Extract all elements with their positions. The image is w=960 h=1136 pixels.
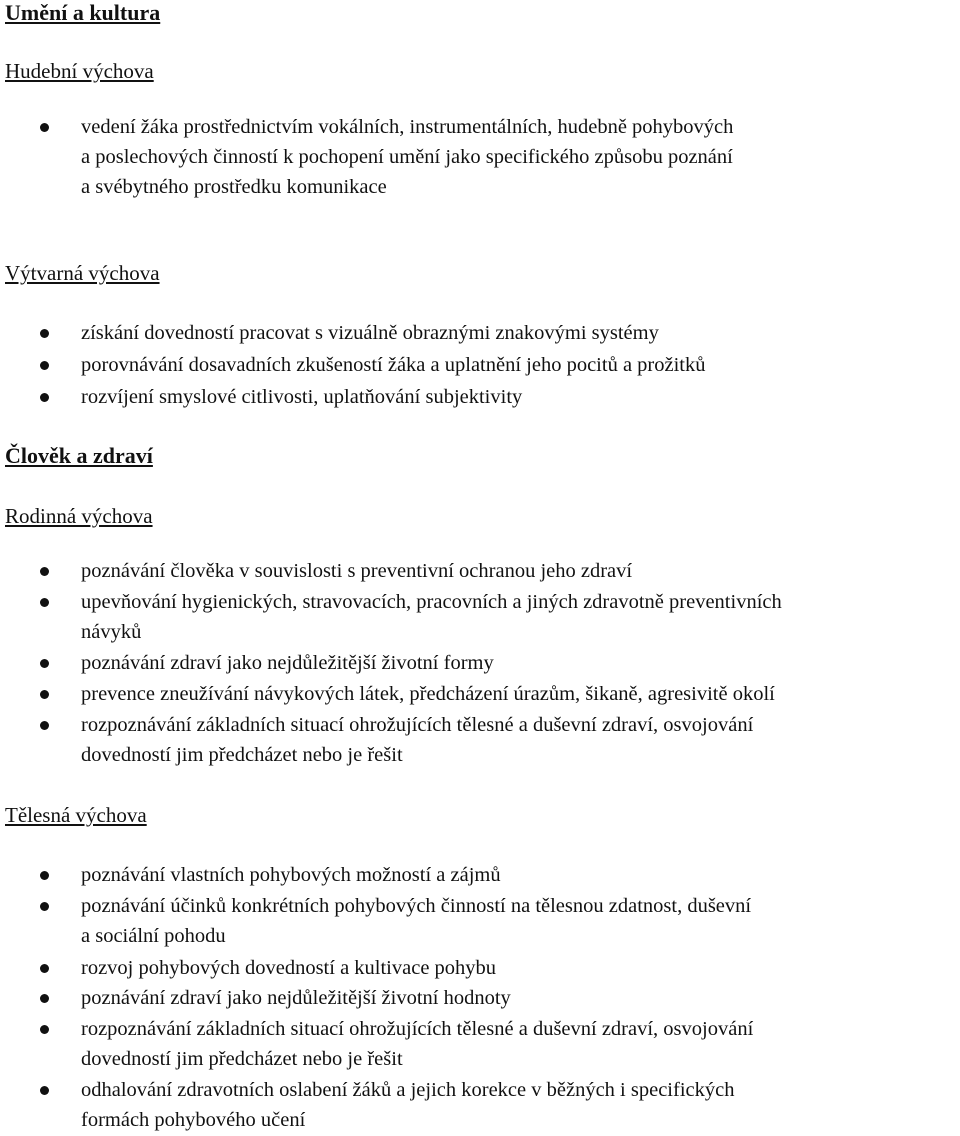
list-item-pe-6 (81, 1075, 956, 1135)
list-item-line: dovedností jim předcházet nebo je řešit (81, 744, 403, 766)
list-item-line: porovnávání dosavadních zkušeností žáka a uplatnění jeho pocitů a prožitků (81, 354, 706, 376)
bullet-icon (40, 871, 49, 880)
list-item-pe-5 (81, 1014, 956, 1074)
list-item-line: poznávání zdraví jako nejdůležitější životní formy (81, 652, 494, 674)
heading-arts-and-culture: Umění a kultura (5, 0, 161, 25)
bullet-icon (40, 598, 49, 607)
list-item-line: a svébytného prostředku komunikace (81, 176, 387, 198)
list-item-line: rozvoj pohybových dovedností a kultivace pohybu (81, 957, 497, 979)
bullet-icon (40, 964, 49, 973)
list-item-line: poznávání zdraví jako nejdůležitější životní hodnoty (81, 987, 511, 1009)
list-item-family-2 (81, 587, 956, 647)
bullet-icon (40, 1086, 49, 1095)
list-item-family-1 (81, 556, 956, 586)
list-item-line: odhalování zdravotních oslabení žáků a jejich korekce v běžných i specifických (81, 1079, 735, 1101)
list-item-pe-4 (81, 983, 956, 1013)
list-item-family-4 (81, 679, 956, 709)
bullet-icon (40, 902, 49, 911)
list-item-line: rozpoznávání základních situací ohrožujících tělesné a duševní zdraví, osvojování (81, 1018, 754, 1040)
list-item-line: dovedností jim předcházet nebo je řešit (81, 1048, 403, 1070)
list-item-art-1 (81, 318, 956, 348)
list-item-line: poznávání člověka v souvislosti s preventivní ochranou jeho zdraví (81, 560, 633, 582)
list-item-line: poznávání účinků konkrétních pohybových činností na tělesnou zdatnost, duševní (81, 895, 752, 917)
list-item-pe-3 (81, 953, 956, 983)
list-item-family-3 (81, 648, 956, 678)
list-item-line: rozpoznávání základních situací ohrožujících tělesné a duševní zdraví, osvojování (81, 714, 754, 736)
list-item-line: a poslechových činností k pochopení umění jako specifického způsobu poznání (81, 146, 733, 168)
list-item-music-1 (81, 112, 956, 202)
bullet-icon (40, 329, 49, 338)
section-title-family: Rodinná výchova (5, 504, 153, 528)
bullet-icon (40, 659, 49, 668)
list-item-line: návyků (81, 621, 142, 643)
list-item-line: získání dovedností pracovat s vizuálně obraznými znakovými systémy (81, 322, 659, 344)
bullet-icon (40, 123, 49, 132)
list-item-pe-2 (81, 891, 956, 951)
list-item-line: vedení žáka prostřednictvím vokálních, instrumentálních, hudebně pohybových (81, 116, 734, 138)
list-item-line: a sociální pohodu (81, 925, 226, 947)
section-title-pe: Tělesná výchova (5, 803, 147, 827)
bullet-icon (40, 994, 49, 1003)
list-item-pe-1 (81, 860, 956, 890)
list-item-line: formách pohybového učení (81, 1109, 306, 1131)
list-item-art-2 (81, 350, 956, 380)
list-item-line: prevence zneužívání návykových látek, předcházení úrazům, šikaně, agresivitě okolí (81, 683, 775, 705)
list-item-family-5 (81, 710, 956, 770)
section-title-music: Hudební výchova (5, 59, 154, 83)
bullet-icon (40, 690, 49, 699)
bullet-icon (40, 1025, 49, 1034)
bullet-icon (40, 567, 49, 576)
bullet-icon (40, 361, 49, 370)
heading-human-and-health: Člověk a zdraví (5, 443, 153, 468)
list-item-line: upevňování hygienických, stravovacích, pracovních a jiných zdravotně preventivních (81, 591, 782, 613)
list-item-art-3 (81, 382, 956, 412)
bullet-icon (40, 393, 49, 402)
section-title-art: Výtvarná výchova (5, 261, 160, 285)
list-item-line: poznávání vlastních pohybových možností a zájmů (81, 864, 501, 886)
list-item-line: rozvíjení smyslové citlivosti, uplatňování subjektivity (81, 386, 523, 408)
bullet-icon (40, 721, 49, 730)
